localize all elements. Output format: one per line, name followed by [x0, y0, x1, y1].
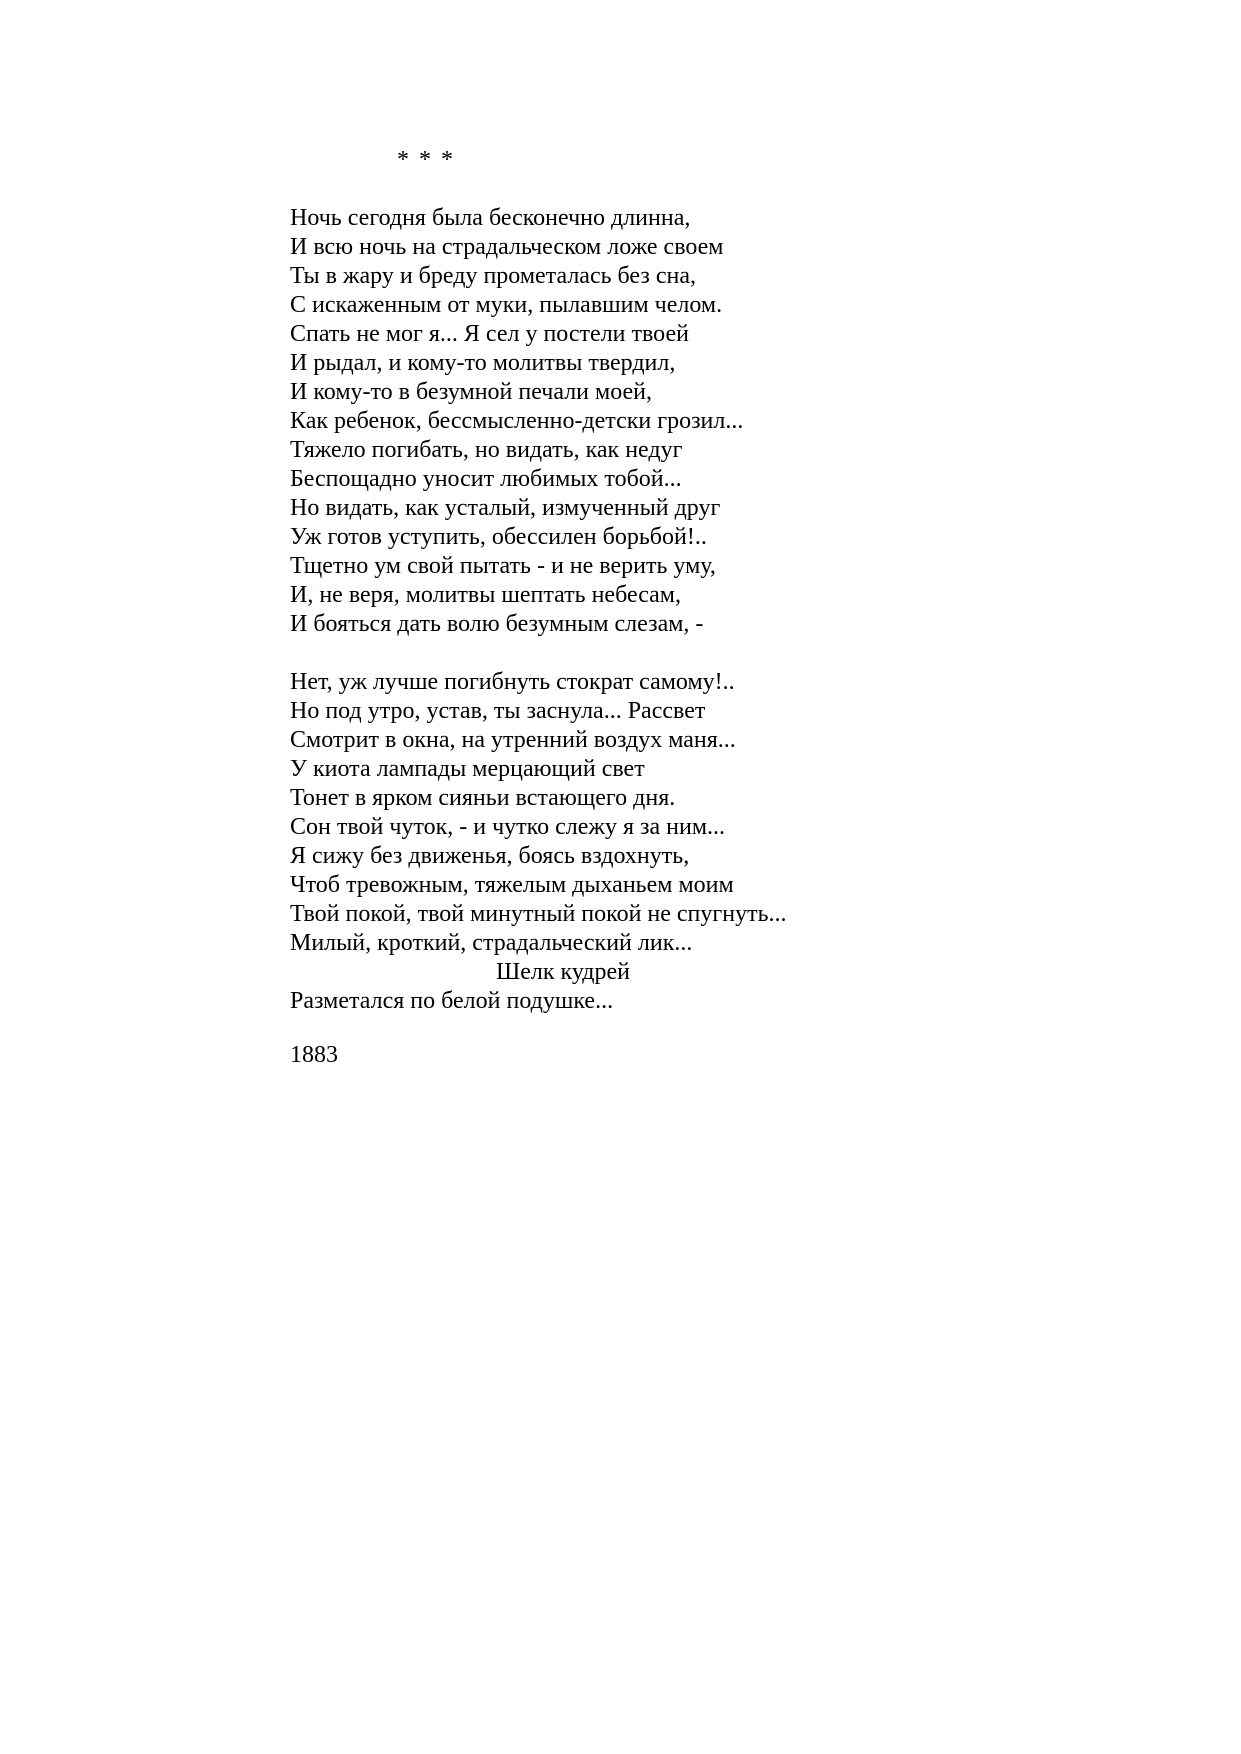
poem-line: Но видать, как усталый, измученный друг — [290, 495, 721, 521]
poem-line: Уж готов уступить, обессилен борьбой!.. — [290, 524, 707, 550]
poem-line: Тяжело погибать, но видать, как недуг — [290, 437, 683, 463]
poem-line: Чтоб тревожным, тяжелым дыханьем моим — [290, 872, 734, 898]
poem-line: Разметался по белой подушке... — [290, 988, 614, 1014]
poem-line: Тщетно ум свой пытать - и не верить уму, — [290, 553, 716, 579]
poem-line: Как ребенок, бессмысленно-детски грозил... — [290, 408, 744, 434]
poem-line: И, не веря, молитвы шептать небесам, — [290, 582, 681, 608]
poem-line: Спать не мог я... Я сел у постели твоей — [290, 321, 689, 347]
poem-line: У киота лампады мерцающий свет — [290, 756, 645, 782]
poem-line: Милый, кроткий, страдальческий лик... — [290, 930, 693, 956]
poem-line: Твой покой, твой минутный покой не спугнуть... — [290, 901, 787, 927]
poem-line: И бояться дать волю безумным слезам, - — [290, 611, 704, 637]
poem-line-indented: Шелк кудрей — [496, 959, 631, 985]
stanza-1 — [290, 204, 787, 639]
poem-line: С искаженным от муки, пылавшим челом. — [290, 292, 723, 318]
poem-line: Ночь сегодня была бесконечно длинна, — [290, 205, 691, 231]
poem-line: Я сижу без движенья, боясь вздохнуть, — [290, 843, 690, 869]
poem-line: Но под утро, устав, ты заснула... Рассвет — [290, 698, 706, 724]
poem-body — [290, 204, 787, 1016]
poem-line: Ты в жару и бреду прометалась без сна, — [290, 263, 697, 289]
poem-line: Смотрит в окна, на утренний воздух маня... — [290, 727, 736, 753]
poem-date: 1883 — [290, 1042, 338, 1068]
poem-line: Беспощадно уносит любимых тобой... — [290, 466, 682, 492]
poem-line: Нет, уж лучше погибнуть стократ самому!.. — [290, 669, 735, 695]
poem-line: Тонет в ярком сияньи встающего дня. — [290, 785, 676, 811]
poem-heading: * * * — [397, 147, 455, 173]
poem-line: И кому-то в безумной печали моей, — [290, 379, 653, 405]
poem-line: Сон твой чуток, - и чутко слежу я за ним... — [290, 814, 725, 840]
stanza-2 — [290, 668, 787, 1016]
poem-line: И рыдал, и кому-то молитвы твердил, — [290, 350, 676, 376]
poem-line: И всю ночь на страдальческом ложе своем — [290, 234, 724, 260]
